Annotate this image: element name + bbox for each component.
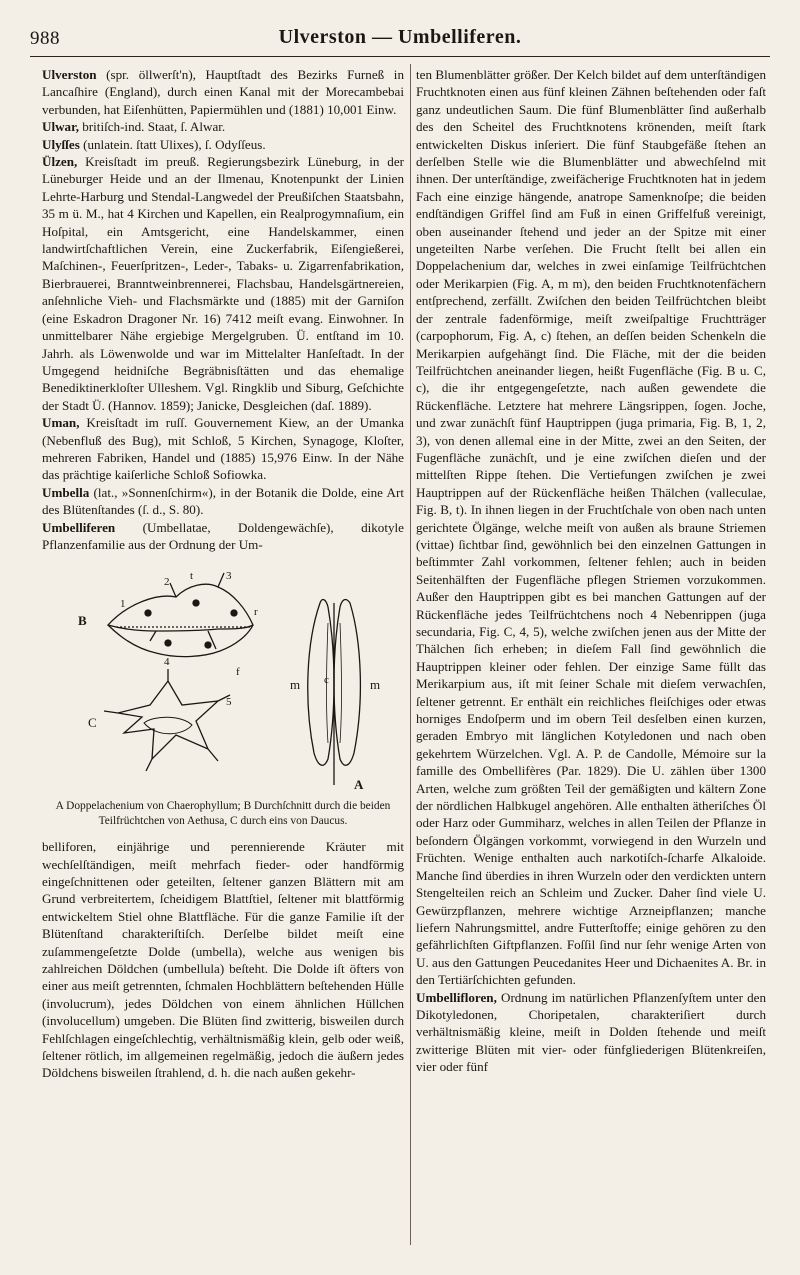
entry-text: Kreisſtadt im preuß. Regierungsbezirk Lüneburg, in der Lüneburger Heide und an der Ilmenau, Knotenpunkt der Linien Lehrte-Harburg und Stendal-Langwedel der Preußiſchen Staatsbahn, 35 m ü. M., hat 4 Kirchen und Kapellen, ein Realprogymnaſium, ein Hoſpital, ein Amtsgericht, eine Handelskammer, einen landwirtſchaftlichen Verein, eine Zuckerfabrik, Eiſengießerei, Maſchinen-, Feuerſpritzen-, Leder-, Tabaks- u. Zigarrenfabrikation, Bierbrauerei, Branntweinbrennerei, Flachsbau, Handelsgärtnereien, anſehnliche Vieh- und Flachsmärkte und (1885) mit der Garniſon (eine Eskadron Dragoner Nr. 16) 7412 meiſt evang. Einwohner. In unmittelbarer Nähe ergiebige Mergelgruben. Ü. entſtand im 10. Jahrh. als Löwenwolde und war im Mittelalter Hanſeſtadt. In der Umgegend heidniſche Begräbnisſtätten und das ehemalige Benediktinerkloſter Ulleshem. Vgl. Ringklib und Siburg, Geſchichte der Stadt Ü. (Hannov. 1859); Janicke, Desgleichen (daſ. 1889). (42, 154, 404, 413)
label-three: 3 (226, 570, 232, 583)
label-f: f (236, 666, 240, 679)
figure-a-double-achenium (308, 600, 361, 785)
label-m-left: m (290, 677, 301, 693)
entry-text: (spr. öllwerſt'n), Hauptſtadt des Bezirks Furneß in Lancaſhire (England), durch einen Kanal mit der Morecambebai verbunden, hat Eiſenhütten, Papiermühlen und (1881) 10,001 Einw. (42, 67, 404, 117)
entry-umbella (42, 484, 404, 519)
headword: Ulwar, (42, 119, 79, 135)
entry-ulverston (42, 66, 404, 118)
headword: Ulyſſes (42, 136, 80, 152)
figure-umbelliferae (42, 563, 404, 828)
headword: Umbella (42, 484, 90, 500)
entry-text: (lat., »Sonnenſchirm«), in der Botanik die Dolde, eine Art des Blütenſtandes (ſ. d., S. 80). (42, 484, 404, 518)
entry-uelzen (42, 153, 404, 414)
running-head: Ulverston — Umbelliferen. (278, 26, 522, 48)
left-column (42, 66, 404, 1249)
headword: Umbelliferen (42, 519, 116, 535)
label-a: A (354, 777, 364, 793)
page-number: 988 (30, 28, 60, 49)
entry-text: Ordnung im natürlichen Pflanzenſyſtem unter den Dikotyledonen, Choripetalen, charakteriſiert durch verhältnismäßig kleine, meiſt in Dolden ſtehende und meiſt zwitterige Blüten mit vier- oder fünfgliederigen Blütenkreiſen, vier oder fünf (416, 989, 766, 1075)
label-one: 1 (120, 598, 126, 611)
label-c: C (88, 715, 97, 731)
figure-c-cross-section (104, 669, 230, 771)
label-two: 2 (164, 576, 170, 589)
label-t: t (190, 570, 194, 583)
label-five: 5 (226, 696, 232, 709)
right-column (416, 66, 766, 1249)
headword: Uman, (42, 415, 80, 431)
entry-text: (Umbellatae, Doldengewächſe), dikotyle Pflanzenfamilie aus der Ordnung der Um- (42, 519, 404, 552)
entry-umbelliferen (42, 519, 404, 554)
entry-ulwar (42, 118, 404, 135)
label-m-right: m (370, 677, 381, 693)
entry-text: (unlatein. ſtatt Ulixes), ſ. Odyſſeus. (79, 136, 266, 152)
headword: Umbellifloren, (416, 989, 497, 1005)
headword: Ülzen, (42, 154, 78, 170)
entry-text: britiſch-ind. Staat, ſ. Alwar. (78, 119, 226, 135)
figure-b-cross-section (108, 573, 253, 657)
umbelliferen-description: ten Blumenblätter größer. Der Kelch bildet auf dem unterſtändigen Fruchtknoten einen aus fünf kleinen Zähnen beſtehenden oder faſt ganz undeutlichen Saum. Die fünf Blumenblätter ſind außerhalb des den Scheitel des Fruchtknotens krönenden, meiſt ſtark entwickelten Diskus inſeriert. Die fünf Staubgefäße ſtehen an derſelben Stelle wie die Blumenblätter und abwechſelnd mit ihnen. Der unterſtändige, zweifächerige Fruchtknoten hat in jedem Fach eine einzige hängende, anatrope Samenknoſpe; die beiden endſtändigen Griffel ſind am Fuß in einen Griffelfuß vereinigt, oben auseinander ſtehend und jeder an der Spitze mit einer ungeteilten Narbe verſehen. Die Frucht ſtellt bei allen ein Doppelachenium dar, welches in zwei einſamige Teilfrüchtchen oder Merikarpien (Fig. A, m m), den beiden Fruchtknotenfächern entſprechend, zerfällt. Zwiſchen den beiden Teilfrüchtchen bleibt der zentrale fadenförmige, meiſt zweiſpaltige Fruchtträger (carpophorum, Fig. A, c) ſtehen, an deſſen beiden Schenkeln die Merikarpien aufgehängt ſind. Die Fläche, mit der die beiden Teilfrüchtchen aneinander liegen, heißt Fugenfläche (Fig. B u. C, c), die ihr entgegengeſetzte, nach außen gewendete die Rückenfläche. Letztere hat mehrere Längsrippen, ſogen. Joche, und zwar zunächſt fünf Hauptrippen (juga primaria, Fig. B, 1, 2, 3), von denen allemal eine in der Mitte, zwei an den Seiten, der Fugenfläche zunächſt, und je eine zwiſchen dieſen und der mittelſten Rippe ſtehen. Die Vertiefungen zwiſchen je zwei Hauptrippen auf der Rückenfläche heißen Thälchen (valleculae, Fig. B, t). In ihnen liegen in der Fruchtſchale von oben nach unten gerichtete Ölgänge, welche meiſt von außen als braune Striemen (vittae) ſichtbar ſind, gewöhnlich bei den einzelnen Gattungen in beſtimmter Zahl vorkommen, ſeltener fehlen; auch in beiden Seitenhälften der Fugenfläche pflegen Striemen vorzukommen. Außer den Hauptrippen gibt es bei manchen Gattungen auf der Rückenfläche jedes Teilfrüchtchens noch 4 Nebenrippen (juga secundaria, Fig. C, 4, 5), welche zwiſchen jenen aus der Mitte der Thälchen ſich erheben; in dieſem Fall ſind gewöhnlich die Hauptrippen kleiner oder fehlen. Der einzige Same füllt das Merikarpium aus, iſt mit ſeiner Schale mit dieſem verwachſen, ſeltener getrennt. Er enthält ein reichliches fleiſchiges oder etwas horniges Endoſperm und im obern Teil desſelben einen kurzen, geraden Embryo mit länglichen Kotyledonen und nach oben gekehrtem Würzelchen. Vgl. A. P. de Candolle, Mémoire sur la famille des Ombellifères (Par. 1829). Die U. zählen über 1300 Arten, welche zum größten Teil der gemäßigten und kältern Zone der nördlichen Halbkugel angehören. Alle enthalten ätheriſches Öl oder Harz oder Gummiharz, welches in allen Teilen der Pflanze in beſondern Ölgängen vorkommt, vorwiegend in den Wurzeln und Früchten. Wenige enthalten auch narkotiſch-ſcharfe Alkaloide. Manche ſind überdies in ihren Wurzeln oder den verdickten untern Stengelteilen reich an Schleim und Zucker. Daher ſind viele U. Gewürzpflanzen, mehrere wichtige Arzneipflanzen; manche liefern Nahrungsmittel, andre Futterſtoffe; einige gehören zu den gefährlichſten Giftpflanzen. Foſſil ſind nur ſehr wenige Arten von U. aus den Gattungen Peucedanites Heer und Dichaenites A. Br. in den Tertiärſchichten gefunden. (416, 67, 766, 988)
umbelliferen-continuation: belliforen, einjährige und perennierende Kräuter mit wechſelſtändigen, meiſt mehrfach fieder- oder handförmig eingeſchnittenen oder geteilten, ſeltener ganzen Blättern mit am Grund verbreitertem, ſcheidigem Blattſtiel, ſeltener mit blattförmig entwickeltem Stiel ohne Blattfläche. Für die ganze Familie iſt der Blütenſtand charakteriſtiſch. Derſelbe bildet meiſt eine zuſammengeſetzte Dolde (umbella), welche aus wenigen bis zahlreichen Döldchen (umbellula) beſteht. Die Dolde iſt öfters von einer aus meiſt getrennten, ſchmalen Hochblättern beſtehenden Hülle (involucrum), jedes Döldchen von einem ähnlichen Hüllchen (involucellum) umgeben. Die Blüten ſind zwitterig, bisweilen durch Fehlſchlagen eingeſchlechtig, verhältnismäßig klein, gelb oder weiß, ſeltener rötlich, im allgemeinen regelmäßig, jedoch die äußern jedes Döldchens bisweilen ſtrahlend, d. h. die nach außen gekehr- (42, 839, 404, 1081)
label-b: B (78, 613, 87, 629)
entry-umbellifloren (416, 989, 766, 1076)
column-divider (410, 64, 411, 1245)
headword: Ulverston (42, 67, 97, 82)
fruit-section-illustration (58, 563, 388, 795)
page-header (30, 22, 770, 57)
entry-ulysses (42, 136, 404, 153)
figure-caption: A Doppelachenium von Chaerophyllum; B Durchſchnitt durch die beiden Teilfrüchtchen von Aethusa, C durch eins von Daucus. (55, 800, 391, 827)
label-four: 4 (164, 656, 170, 669)
entry-text: Kreisſtadt im ruſſ. Gouvernement Kiew, an der Umanka (Nebenfluß des Bug), mit Schloß, 5 Kirchen, Synagoge, Kloſter, mehreren Fabriken, Handel und (1885) 15,976 Einw. In der Nähe das prächtige kaiſerliche Schloß Sofiowka. (42, 415, 404, 483)
entry-uman (42, 414, 404, 484)
label-carpophorum: c (324, 674, 329, 687)
label-r: r (254, 606, 258, 619)
